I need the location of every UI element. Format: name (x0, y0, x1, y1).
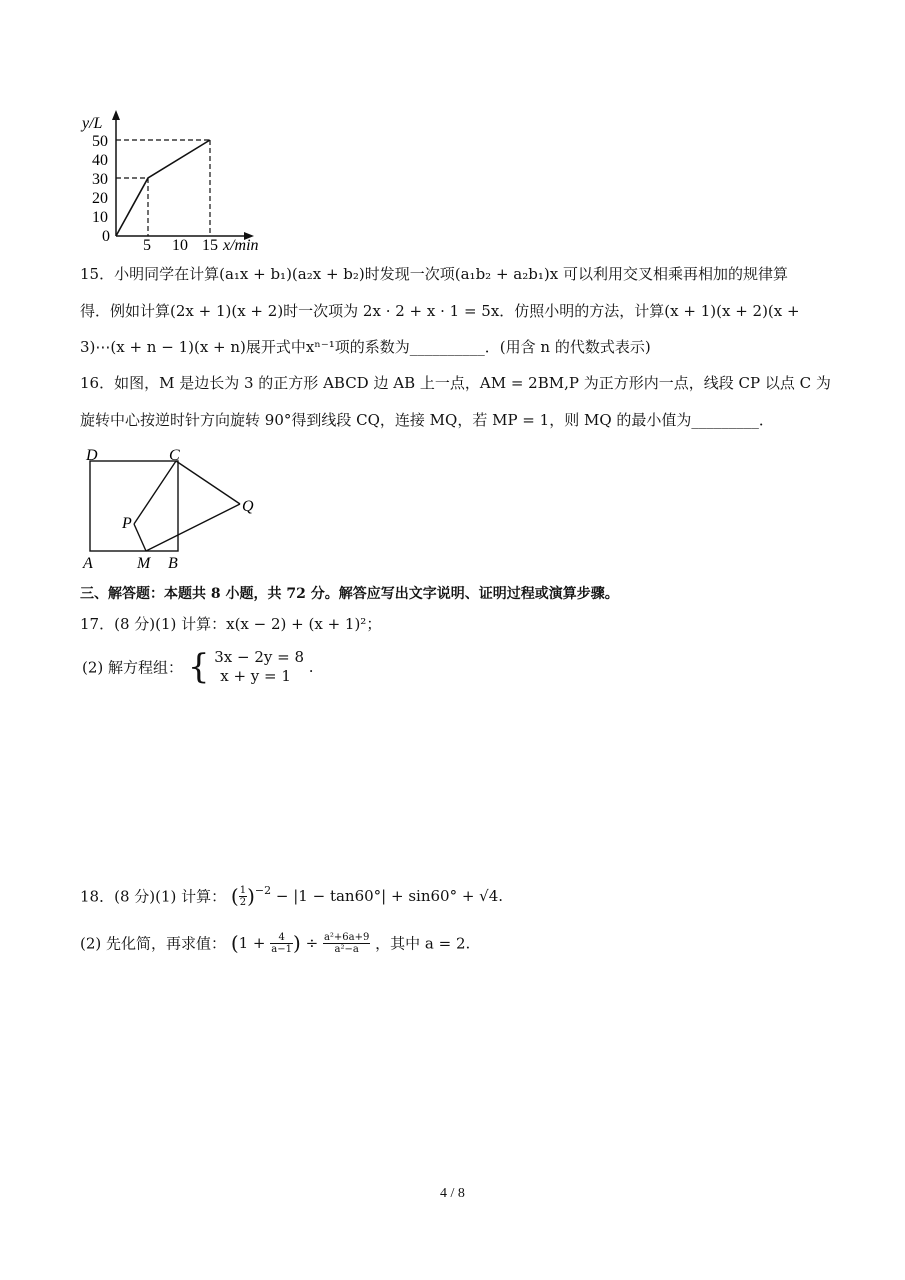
q18-part-2-prefix: (2) 先化简，再求值： (80, 934, 227, 953)
q18-part-2: (2) 先化简，再求值： (1 + $\frac{4}{a-1}$ ) ÷ $\frac{\text{a²+6a+9}}{\text{a²−a}}$ ，其中 a = 2. (80, 931, 471, 955)
q18-part-2-suffix: ，其中 a = 2. (375, 934, 471, 953)
label-p: P (122, 515, 132, 532)
q17-part-2-suffix: . (308, 658, 314, 676)
label-m: M (137, 555, 151, 572)
square-geometry-figure (80, 444, 270, 572)
y-tick-20: 20 (92, 190, 108, 207)
q18-part-1-prefix: 18．(8 分)(1) 计算： (80, 887, 227, 906)
left-brace: { (187, 647, 210, 687)
fraction-4-over-a-minus-1: $\frac{4}{a-1}$ (271, 931, 292, 955)
y-axis-label: y/L (82, 115, 103, 132)
q17-part-2 (82, 648, 314, 686)
q16-line-1: 16．如图，M 是边长为 3 的正方形 ABCD 边 AB 上一点，AM = 2BM,P 为正方形内一点，线段 CP 以点 C 为 (80, 374, 831, 392)
section-3-heading: 三、解答题：本题共 8 小题，共 72 分。解答应写出文字说明、证明过程或演算步骤。 (80, 586, 619, 602)
page-number: 4 / 8 (440, 1186, 465, 1201)
y-tick-40: 40 (92, 152, 108, 169)
x-tick-10: 10 (172, 237, 188, 254)
q18-part-1: 18．(8 分)(1) 计算： ( $\frac{1}{2}$ )$^{-2}$ − |1 − tan60°| + sin60° + √4. (80, 884, 504, 908)
label-d: D (86, 447, 98, 464)
equation-system (214, 648, 304, 686)
exponent: −2 (254, 884, 272, 897)
q15-line-1: 15．小明同学在计算(a₁x + b₁)(a₂x + b₂)时发现一次项(a₁b₂ + a₂b₁)x 可以利用交叉相乘再相加的规律算 (80, 265, 788, 283)
q17-part-2-prefix: (2) 解方程组： (82, 658, 184, 677)
x-axis-label: x/min (223, 237, 259, 254)
segment-cq (176, 461, 240, 504)
equation-2: x + y = 1 (220, 667, 291, 685)
q16-line-2: 旋转中心按逆时针方向旋转 90°得到线段 CQ，连接 MQ，若 MP = 1，则 MQ 的最小值为_________． (80, 411, 774, 429)
x-tick-15: 15 (202, 237, 218, 254)
y-tick-30: 30 (92, 171, 108, 188)
fraction-polynomial: $\frac{\text{a²+6a+9}}{\text{a²−a}}$ (323, 931, 370, 955)
fraction-one-half: $\frac{1}{2}$ (239, 884, 247, 908)
q15-line-2: 得．例如计算(2x + 1)(x + 2)时一次项为 2x · 2 + x · 1 = 5x．仿照小明的方法，计算(x + 1)(x + 2)(x + (80, 302, 800, 320)
label-c: C (169, 447, 180, 464)
segment-cp (134, 461, 176, 524)
y-tick-10: 10 (92, 209, 108, 226)
q17-part-1: 17．(8 分)(1) 计算：x(x − 2) + (x + 1)²； (80, 615, 382, 633)
origin-label: 0 (102, 228, 110, 245)
label-a: A (83, 555, 93, 572)
square-abcd (90, 461, 178, 551)
graph-line (116, 140, 210, 236)
label-b: B (168, 555, 178, 572)
segment-mq (146, 504, 240, 551)
volume-time-graph (76, 108, 286, 256)
x-tick-5: 5 (143, 237, 151, 254)
segment-pm (134, 524, 146, 551)
q15-line-3: 3)⋯(x + n − 1)(x + n)展开式中xⁿ⁻¹项的系数为__________．(用含 n 的代数式表示) (80, 338, 651, 356)
equation-1: 3x − 2y = 8 (214, 648, 305, 666)
label-q: Q (242, 498, 254, 515)
q18-part-1-expression: − |1 − tan60°| + sin60° + √4. (275, 887, 504, 905)
y-tick-50: 50 (92, 133, 108, 150)
